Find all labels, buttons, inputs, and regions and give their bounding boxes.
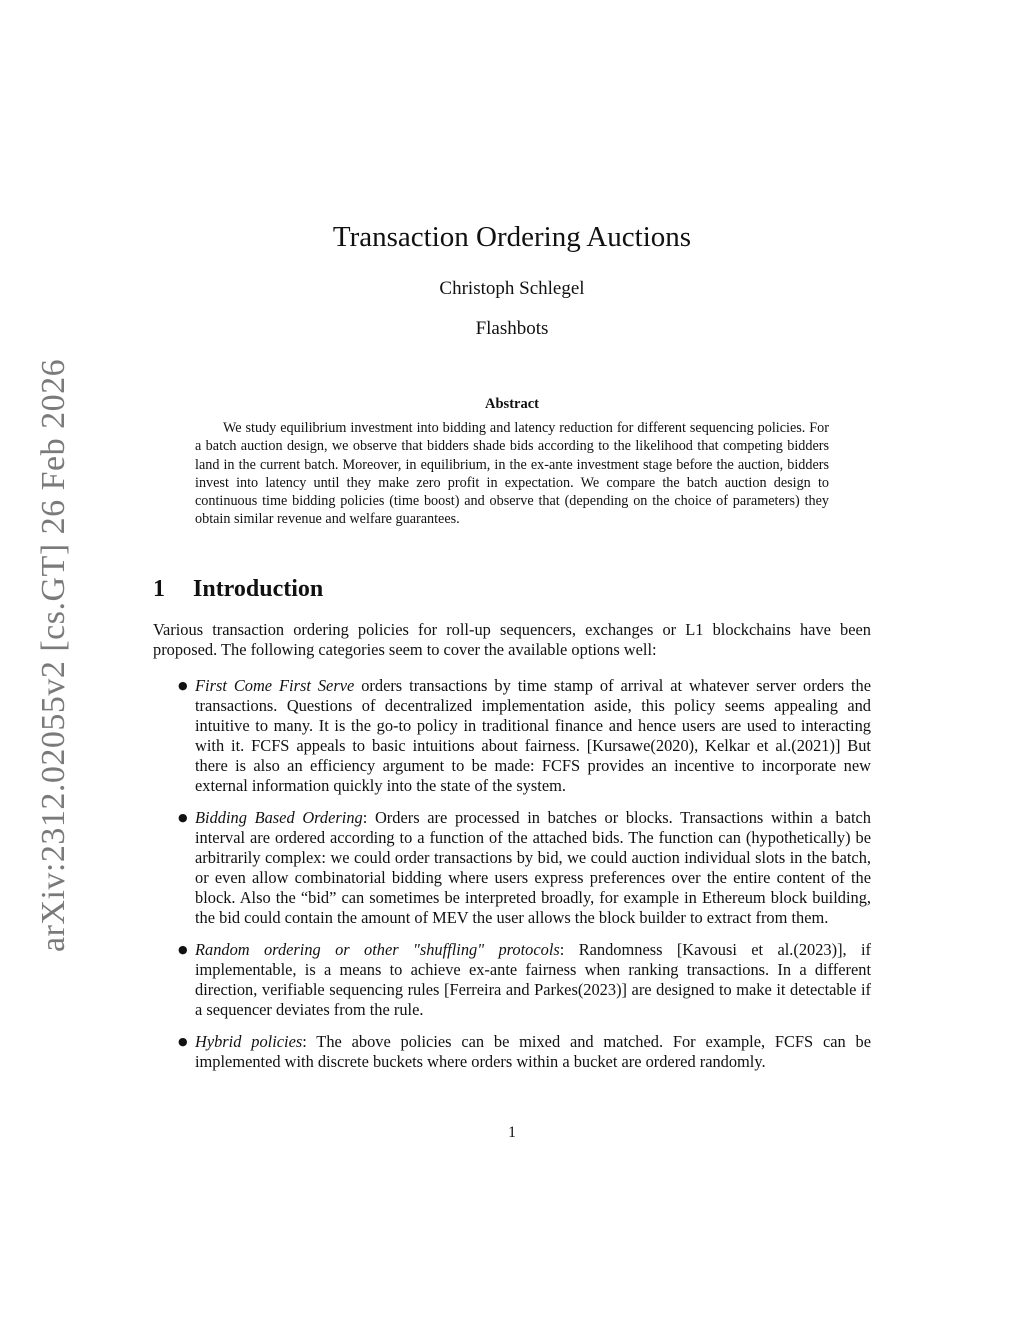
section-title: Introduction <box>193 576 324 602</box>
list-item-bidding <box>153 808 871 928</box>
ordering-policy-list <box>153 676 871 1084</box>
paper-title: Transaction Ordering Auctions <box>332 221 692 253</box>
author-affiliation: Flashbots <box>475 318 549 339</box>
bullet-icon: ● <box>178 1035 188 1048</box>
list-item-term: Hybrid policies <box>195 1032 303 1051</box>
section-number: 1 <box>153 576 165 602</box>
list-item-term: Random ordering or other "shuffling" protocols <box>195 940 560 959</box>
bullet-icon: ● <box>178 943 188 956</box>
bullet-icon: ● <box>178 679 188 692</box>
list-item-text: : The above policies can be mixed and matched. For example, FCFS can be implemented with discrete buckets where orders within a bucket are ordered randomly. <box>195 1032 871 1071</box>
list-item-hybrid <box>153 1032 871 1072</box>
abstract-heading: Abstract <box>485 396 539 412</box>
list-item-term: Bidding Based Ordering <box>195 808 363 827</box>
arxiv-identifier-stamp: arXiv:2312.02055v2 [cs.GT] 26 Feb 2026 <box>35 358 72 952</box>
list-item-fcfs <box>153 676 871 796</box>
list-item-term: First Come First Serve <box>195 676 355 695</box>
page-number: 1 <box>508 1124 516 1141</box>
list-item-text: : Randomness [Kavousi et al.(2023)], if implementable, is a means to achieve ex-ante fairness when ranking transactions. In a different direction, verifiable sequencing rules [Ferreira and Parkes(2023)] are designed to make it detectable if a sequencer deviates from the rule. <box>195 940 871 1019</box>
list-item-text: : Orders are processed in batches or blocks. Transactions within a batch interval are ordered according to a function of the attached bids. The function can (hypothetically) be arbitrarily complex: we could order transactions by bid, we could auction individual slots in the batch, or even allow combinatorial bidding where users express preferences over the entire content of the block. Also the “bid” can sometimes be interpreted broadly, for example in Ethereum block building, the bid could contain the amount of MEV the user allows the block builder to extract from them. <box>195 808 871 927</box>
list-item-text: orders transactions by time stamp of arrival at whatever server orders the transactions. Questions of decentralized implementation aside, this policy seems appealing and intuitive to many. It is the go-to policy in traditional finance and hence users are used to interacting with it. FCFS appeals to basic intuitions about fairness. [Kursawe(2020), Kelkar et al.(2021)] But there is also an efficiency argument to be made: FCFS provides an incentive to incorporate new external information quickly into the state of the system. <box>195 676 872 795</box>
list-item-random <box>153 940 871 1020</box>
section-heading <box>153 574 323 604</box>
author-name: Christoph Schlegel <box>439 278 585 299</box>
intro-paragraph: Various transaction ordering policies for roll-up sequencers, exchanges or L1 blockchains have been proposed. The following categories seem to cover the available options well: <box>153 620 871 659</box>
abstract-text: We study equilibrium investment into bidding and latency reduction for different sequencing policies. For a batch auction design, we observe that bidders shade bids according to the likelihood that competing bidders land in the current batch. Moreover, in equilibrium, in the ex-ante investment stage before the auction, bidders invest into latency until they make zero profit in expectation. We compare the batch auction design to continuous time bidding policies (time boost) and observe that (depending on the choice of parameters) they obtain similar revenue and welfare guarantees. <box>195 420 829 528</box>
bullet-icon: ● <box>178 811 188 824</box>
